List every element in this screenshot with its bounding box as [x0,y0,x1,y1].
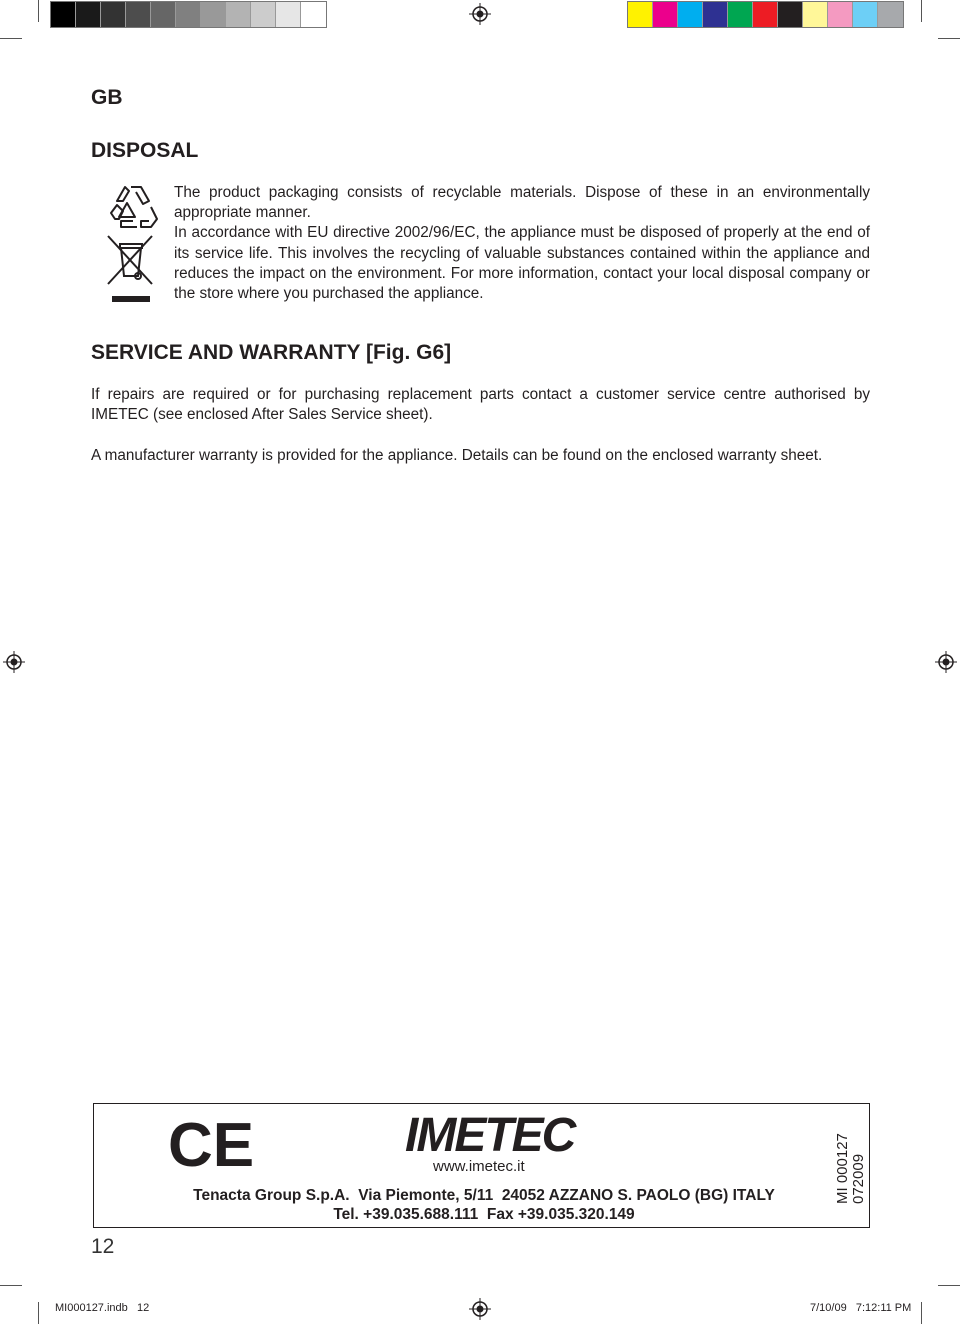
document-code [835,1128,867,1204]
color-swatch [678,2,703,27]
disposal-paragraph-1: The product packaging consists of recyclable materials. Dispose of these in an environmentally appropriate manner. [174,184,870,222]
disposal-paragraph-2: In accordance with EU directive 2002/96/EC, the appliance must be disposed of properly at the end of its service life. This involves the recycling of valuable substances contained within the appliance and reduces the impact on the environment. For more information, contact your local disposal company or the store where you purchased the appliance. [174,224,870,303]
crop-mark [938,38,960,39]
disposal-text [174,183,870,304]
process-color-bar [627,1,904,28]
crop-mark [938,1285,960,1286]
color-swatch [878,2,903,27]
gray-swatch [251,2,276,27]
gray-swatch [276,2,301,27]
svg-text:CE: CE [168,1111,255,1180]
gray-swatch [76,2,101,27]
gray-swatch [101,2,126,27]
color-swatch [728,2,753,27]
disposal-heading: DISPOSAL [91,139,199,162]
color-swatch [853,2,878,27]
page-number: 12 [91,1235,115,1258]
gray-swatch [51,2,76,27]
crossed-bin-icon [106,234,156,306]
document-code-line-2: 072009 [850,1153,867,1204]
color-swatch [628,2,653,27]
registration-mark-icon [935,651,957,673]
contact-numbers: Tel. +39.035.688.111 Fax +39.035.320.149 [333,1206,635,1223]
crop-mark [0,38,22,39]
service-paragraph-1: If repairs are required or for purchasing replacement parts contact a customer service centre authorised by IMETEC (see enclosed After Sales Service sheet). [91,386,870,424]
website-url: www.imetec.it [433,1158,525,1175]
document-code-line-1: MI 000127 [834,1133,851,1204]
service-heading: SERVICE AND WARRANTY [Fig. G6] [91,341,452,364]
slug-timestamp: 7/10/09 7:12:11 PM [810,1302,912,1314]
registration-mark-icon [469,3,491,25]
imetec-logo: IMETEC [405,1109,575,1162]
gray-swatch [126,2,151,27]
recycle-icon [107,183,159,231]
registration-mark-icon [3,651,25,673]
color-swatch [753,2,778,27]
crop-mark [921,0,922,22]
company-address: Tenacta Group S.p.A. Via Piemonte, 5/11 24052 AZZANO S. PAOLO (BG) ITALY [193,1187,775,1204]
gray-color-bar [50,1,327,28]
color-swatch [803,2,828,27]
gray-swatch [176,2,201,27]
gray-swatch [226,2,251,27]
crop-mark [38,1302,39,1324]
ce-mark-icon [168,1111,255,1180]
service-paragraph-2: A manufacturer warranty is provided for the appliance. Details can be found on the enclosed warranty sheet. [91,447,823,464]
slug-filename: MI000127.indb 12 [55,1302,150,1314]
crop-mark [38,0,39,22]
gray-swatch [151,2,176,27]
registration-mark-icon [469,1298,491,1320]
color-swatch [778,2,803,27]
language-code: GB [91,86,123,109]
color-swatch [828,2,853,27]
color-swatch [703,2,728,27]
crop-mark [0,1285,22,1286]
gray-swatch [201,2,226,27]
crop-mark [921,1302,922,1324]
color-swatch [653,2,678,27]
gray-swatch [301,2,326,27]
